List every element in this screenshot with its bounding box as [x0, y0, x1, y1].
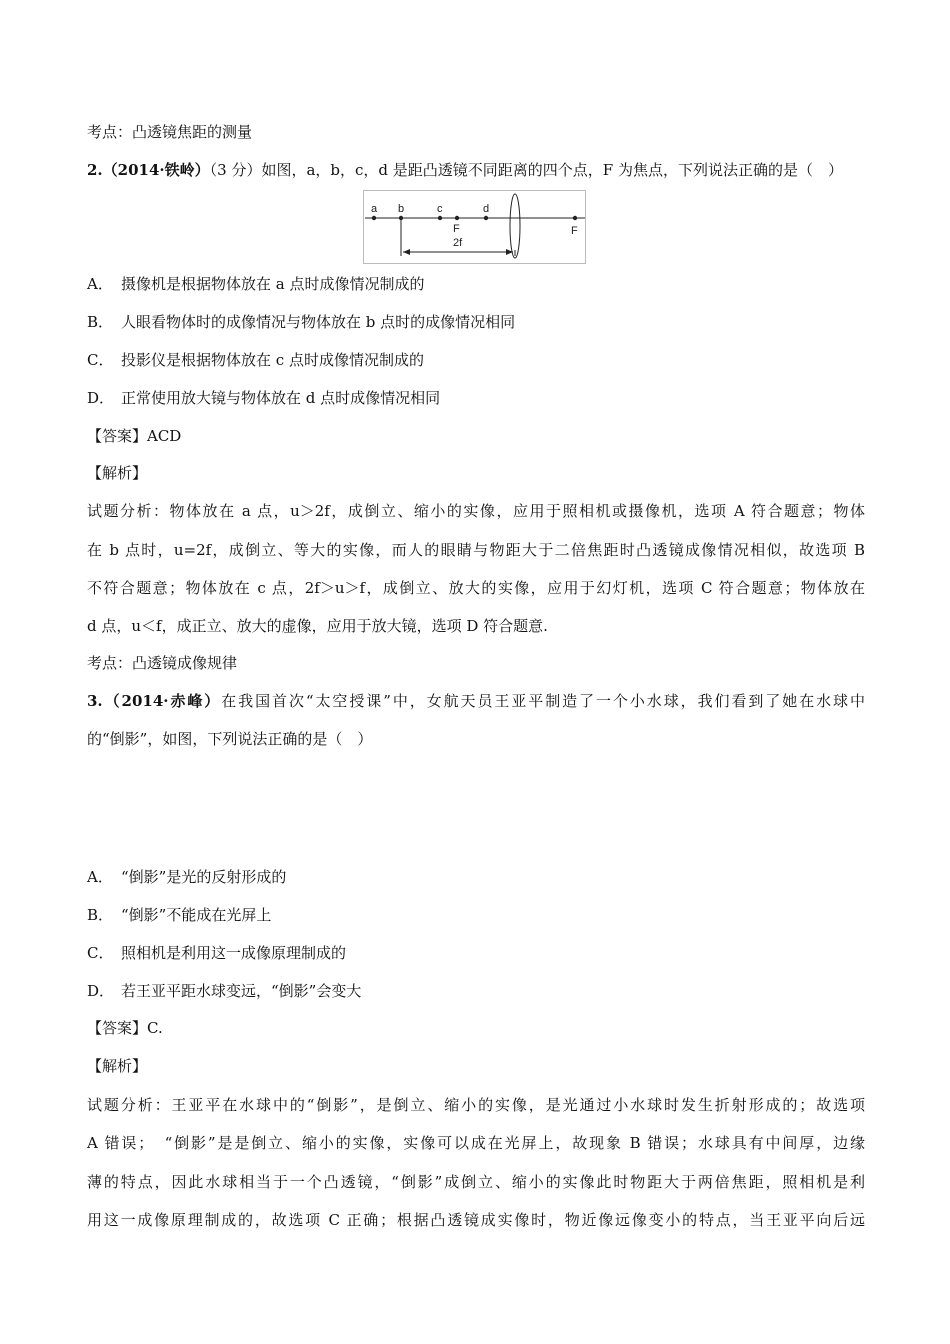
q2-analysis-line: 在 b 点时，u=2f，成倒立、等大的实像，而人的眼睛与物距大于二倍焦距时凸透镜成像情况相似，故选项 B [87, 541, 865, 559]
q3-answer: 【答案】C. [87, 1019, 163, 1037]
q2-analysis-line: 不符合题意；物体放在 c 点，2f＞u＞f，成倒立、放大的实像，应用于幻灯机，选项 C 符合题意；物体放在 [87, 579, 865, 597]
kaodian-q2: 考点：凸透镜成像规律 [87, 654, 238, 672]
q2-option-b [87, 312, 515, 332]
point-b [399, 216, 403, 220]
q2-number: 2. [87, 161, 103, 179]
point-focus-left [455, 216, 459, 220]
q3-analysis-label: 【解析】 [87, 1057, 148, 1075]
kaodian-q1: 考点：凸透镜焦距的测量 [87, 123, 253, 141]
q2-analysis-label: 【解析】 [87, 464, 148, 482]
label-focus-right: F [571, 225, 578, 237]
label-d: d [483, 203, 490, 215]
q3-number: 3. [87, 692, 103, 710]
option-text: 摄像机是根据物体放在 a 点时成像情况制成的 [121, 275, 425, 293]
label-c: c [437, 203, 443, 215]
q3-source: （2014·赤峰） [102, 692, 222, 710]
q2-answer: 【答案】ACD [87, 427, 182, 445]
option-text: 投影仪是根据物体放在 c 点时成像情况制成的 [121, 351, 424, 369]
diagram-frame [364, 191, 586, 264]
option-text: 若王亚平距水球变远，“倒影”会变大 [121, 982, 362, 1000]
label-2f: 2f [453, 237, 463, 249]
option-letter: B． [87, 313, 114, 331]
q2-source: （2014·铁岭） [102, 161, 210, 179]
point-c [438, 216, 442, 220]
q2-option-a [87, 274, 424, 294]
q2-analysis-line: d 点，u＜f，成正立、放大的虚像，应用于放大镜，选项 D 符合题意. [87, 617, 548, 635]
q3-option-c [87, 943, 346, 963]
lens-diagram [363, 190, 586, 264]
option-letter: A． [87, 275, 113, 293]
point-focus-right [573, 216, 577, 220]
q2-text: （3 分）如图，a，b，c，d 是距凸透镜不同距离的四个点，F 为焦点，下列说法正确的是（ ） [209, 161, 843, 179]
option-letter: C． [87, 944, 114, 962]
q3-analysis-line: 薄的特点，因此水球相当于一个凸透镜，“倒影”成倒立、缩小的实像此时物距大于两倍焦距，照相机是利 [87, 1173, 865, 1191]
arrow-head-left [403, 249, 410, 255]
option-letter: D． [87, 389, 115, 407]
q3-analysis-line: A 错误； “倒影”是是倒立、缩小的实像，实像可以成在光屏上，故现象 B 错误；水球具有中间厚，边缘 [87, 1134, 865, 1152]
option-text: 人眼看物体时的成像情况与物体放在 b 点时的成像情况相同 [121, 313, 516, 331]
q3-stem-line1 [87, 691, 865, 711]
point-a [372, 216, 376, 220]
q2-stem [87, 160, 843, 180]
q2-option-c [87, 350, 424, 370]
q3-option-a [87, 867, 286, 887]
option-text: “倒影”不能成在光屏上 [121, 906, 272, 924]
label-b: b [398, 203, 405, 215]
q3-analysis-line: 用这一成像原理制成的，故选项 C 正确；根据凸透镜成实像时，物近像远像变小的特点，当王亚平向后远 [87, 1211, 865, 1229]
q3-option-d [87, 981, 361, 1001]
option-text: 正常使用放大镜与物体放在 d 点时成像情况相同 [121, 389, 441, 407]
label-focus-left: F [453, 223, 460, 235]
option-letter: A． [87, 868, 113, 886]
option-letter: D． [87, 982, 115, 1000]
q2-option-d [87, 388, 440, 408]
point-d [484, 216, 488, 220]
convex-lens [510, 194, 520, 258]
q3-stem-line2: 的“倒影”，如图，下列说法正确的是（ ） [87, 730, 373, 748]
option-text: “倒影”是光的反射形成的 [121, 868, 287, 886]
q3-text: 在我国首次“太空授课”中，女航天员王亚平制造了一个小水球，我们看到了她在水球中 [221, 692, 865, 710]
option-text: 照相机是利用这一成像原理制成的 [121, 944, 347, 962]
option-letter: B． [87, 906, 114, 924]
q3-option-b [87, 905, 271, 925]
label-a: a [371, 203, 378, 215]
option-letter: C． [87, 351, 114, 369]
q3-analysis-line: 试题分析：王亚平在水球中的“倒影”，是倒立、缩小的实像，是光通过小水球时发生折射形成的；故选项 [87, 1096, 865, 1114]
q2-analysis-line: 试题分析：物体放在 a 点，u＞2f，成倒立、缩小的实像，应用于照相机或摄像机，选项 A 符合题意；物体 [87, 502, 865, 520]
